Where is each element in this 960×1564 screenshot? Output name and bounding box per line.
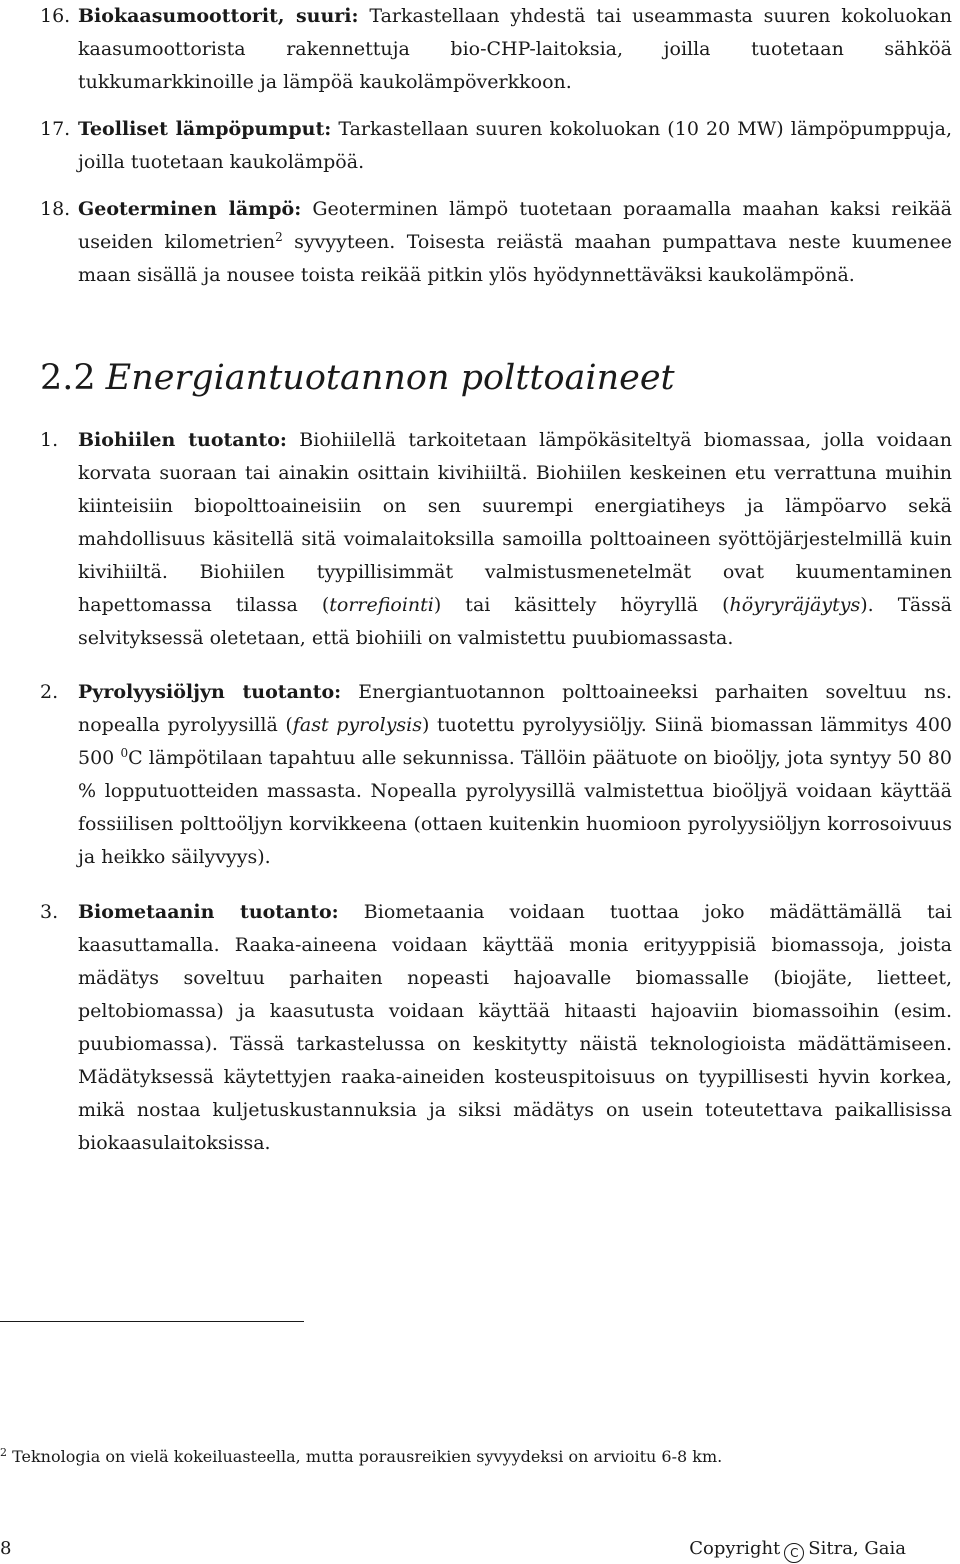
list-item: [0, 676, 952, 874]
list-item: [0, 193, 952, 292]
list-item: [0, 424, 952, 655]
list-item-body: [78, 193, 952, 292]
list-item-title: Biokaasumoottorit, suuri:: [78, 5, 359, 27]
list-item-body: [78, 896, 952, 1160]
copyright-holder: Sitra, Gaia: [808, 1538, 906, 1559]
list-item-text: C lämpötilaan tapahtuu alle sekunnissa. Tällöin päätuote on bioöljy, jota syntyy 50 80 % lopputuotteiden massasta. Nopealla pyrolyysillä valmistettua bioöljyä voidaan käyttää fossiilisen polttoöljyn korvikkeena (ottaen kuitenkin huomioon pyrolyysiöljyn korrosoivuus ja heikko säilyvyys).: [78, 747, 952, 868]
list-item-text: ) tuotettu pyrolyysiöljy. Siinä biomassan lämmitys 400 500: [78, 714, 953, 769]
list-item-body: [78, 0, 952, 99]
list-item-body: [78, 424, 952, 655]
list-item-title: Geoterminen lämpö:: [78, 198, 302, 220]
list-item-number: 16.: [40, 5, 71, 27]
list-item-text: Energiantuotannon polttoaineeksi parhaiten soveltuu ns. nopealla pyrolyysillä (: [78, 681, 952, 736]
footnote-reference[interactable]: 2: [275, 230, 283, 244]
copyright-label: Copyright: [689, 1538, 781, 1559]
list-item-number: 18.: [40, 198, 71, 220]
list-item: [0, 0, 952, 99]
list-item-number: 3.: [40, 901, 59, 923]
list-item: [0, 113, 952, 179]
section-heading: [40, 356, 675, 400]
list-item: [0, 896, 952, 1160]
list-item-text: ) tai käsittely höyryllä (: [433, 594, 730, 616]
section-title: Energiantuotannon polttoaineet: [105, 358, 675, 398]
list-item-text: Tarkastellaan yhdestä tai useammasta suuren kokoluokan kaasumoottorista rakennettuja bio-CHP-laitoksia, joilla tuotetaan sähköä tukkumarkkinoille ja lämpöä kaukolämpöverkkoon.: [78, 5, 952, 93]
copyright-notice: [689, 1537, 906, 1563]
list-item-text: syvyyteen. Toisesta reiästä maahan pumpattava neste kuumenee maan sisällä ja nousee toista reikää pitkin ylös hyödynnettäväksi kaukolämpönä.: [78, 231, 952, 286]
footnote-marker: 2: [0, 1446, 7, 1459]
footnote: [0, 1445, 940, 1469]
list-item-text: Geoterminen lämpö tuotetaan poraamalla maahan kaksi reikää useiden kilometrien: [78, 198, 953, 253]
footnote-divider: [0, 1321, 304, 1322]
list-item-text: Biohiilellä tarkoitetaan lämpökäsiteltyä biomassaa, jolla voidaan korvata suoraan tai ainakin osittain kivihiiltä. Biohiilen keskeinen etu verrattuna muihin kiinteisiin biopolttoaineisiin on sen suurempi energiatiheys ja lämpöarvo sekä mahdollisuus käsitellä sitä voimalaitoksilla samoilla polttoaineen syöttöjärjestelmillä kuin kivihiiltä. Biohiilen tyypillisimmät valmistusmenetelmät ovat kuumentaminen hapettomassa tilassa (: [78, 429, 952, 616]
page-number: 8: [0, 1538, 12, 1559]
list-item-body: [78, 113, 952, 179]
list-item-title: Teolliset lämpöpumput:: [78, 118, 332, 140]
list-item-number: 17.: [40, 118, 71, 140]
list-item-title: Biohiilen tuotanto:: [78, 429, 287, 451]
list-item-number: 2.: [40, 681, 59, 703]
list-item-number: 1.: [40, 429, 59, 451]
list-item-title: Biometaanin tuotanto:: [78, 901, 339, 923]
degree-superscript: 0: [120, 746, 129, 760]
list-item-term: fast pyrolysis: [292, 714, 423, 736]
list-item-title: Pyrolyysiöljyn tuotanto:: [78, 681, 342, 703]
copyright-icon: C: [784, 1543, 804, 1563]
list-item-term: torrefiointi: [329, 594, 434, 616]
section-number: 2.2: [40, 358, 96, 398]
list-item-term: höyryräjäytys: [729, 594, 861, 616]
list-item-text: Tarkastellaan suuren kokoluokan (10 20 MW) lämpöpumppuja, joilla tuotetaan kaukolämpöä.: [78, 118, 953, 173]
list-item-text: Biometaania voidaan tuottaa joko mädättämällä tai kaasuttamalla. Raaka-aineena voidaan käyttää monia erityyppisiä biomassoja, joista mädätys soveltuu parhaiten nopeasti hajoavalle biomassalle (biojäte, lietteet, peltobiomassa) ja kaasutusta voidaan käyttää hitaasti hajoaviin biomassoihin (esim. puubiomassa). Tässä tarkastelussa on keskitytty näistä teknologioista mädättämiseen. Mädätyksessä käytettyjen raaka-aineiden kosteuspitoisuus on tyypillisesti hyvin korkea, mikä nostaa kuljetuskustannuksia ja siksi mädätys on usein toteutettava paikallisissa biokaasulaitoksissa.: [78, 901, 952, 1154]
list-item-text: ). Tässä selvityksessä oletetaan, että biohiili on valmistettu puubiomassasta.: [78, 594, 952, 649]
footnote-text: Teknologia on vielä kokeiluasteella, mutta porausreikien syvyydeksi on arvioitu 6-8 km.: [7, 1447, 723, 1466]
list-item-body: [78, 676, 952, 874]
